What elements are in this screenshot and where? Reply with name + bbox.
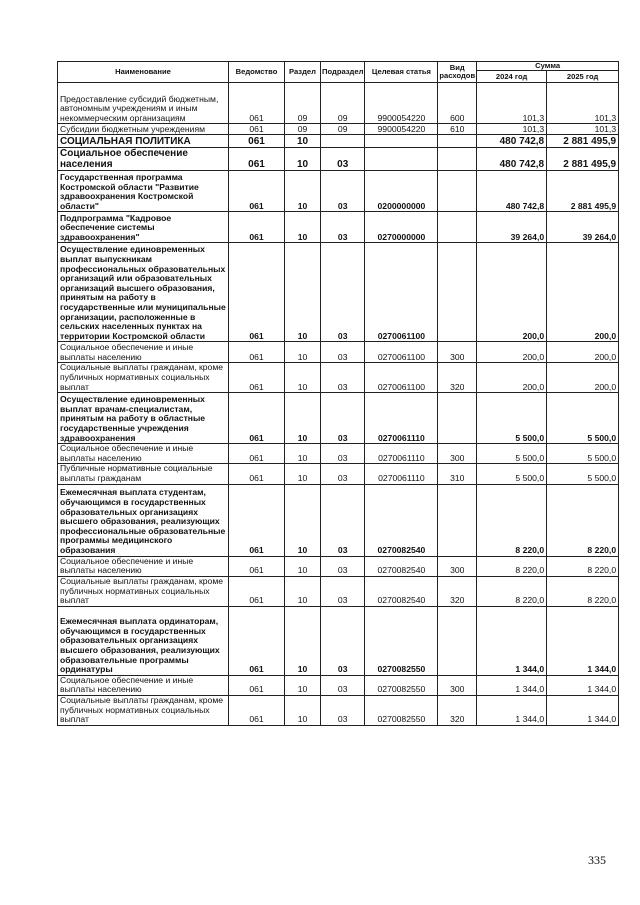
header-name: Наименование [58,62,229,83]
cell-type: 300 [438,342,477,363]
cell-sub: 03 [321,171,365,212]
cell-dept: 061 [229,83,285,124]
header-dept: Ведомство [229,62,285,83]
header-sum: Сумма [477,62,619,71]
cell-type: 310 [438,464,477,484]
cell-sec: 10 [285,171,321,212]
cell-type: 300 [438,444,477,464]
cell-sub: 03 [321,576,365,606]
cell-type [438,148,477,171]
cell-v2024: 8 220,0 [477,484,547,556]
cell-sec: 09 [285,124,321,135]
cell-name: Публичные нормативные социальные выплаты гражданам [58,464,229,484]
cell-v2025: 200,0 [547,363,619,393]
cell-name: Социальные выплаты гражданам, кроме публичных нормативных социальных выплат [58,576,229,606]
cell-v2024: 480 742,8 [477,148,547,171]
cell-v2025: 5 500,0 [547,464,619,484]
cell-v2025: 200,0 [547,342,619,363]
cell-name: Осуществление единовременных выплат врачам-специалистам, принятым на работу в областные государственные учреждения здравоохранения [58,393,229,444]
cell-sec: 10 [285,464,321,484]
table-row [58,393,619,444]
cell-v2024: 1 344,0 [477,695,547,725]
cell-type: 320 [438,576,477,606]
table-row [58,606,619,675]
cell-v2025: 1 344,0 [547,675,619,695]
cell-target: 0270082550 [365,675,438,695]
cell-sub: 03 [321,444,365,464]
cell-sub: 03 [321,675,365,695]
cell-type [438,484,477,556]
cell-v2024: 1 344,0 [477,675,547,695]
table-row [58,695,619,725]
cell-dept: 061 [229,212,285,243]
cell-sec: 10 [285,675,321,695]
cell-sub: 03 [321,484,365,556]
cell-dept: 061 [229,135,285,148]
cell-v2024: 8 220,0 [477,556,547,576]
cell-v2025: 2 881 495,9 [547,135,619,148]
cell-target: 0270082550 [365,606,438,675]
table-row [58,342,619,363]
cell-sub: 03 [321,695,365,725]
cell-type: 600 [438,83,477,124]
cell-target [365,148,438,171]
page-number: 335 [588,853,606,867]
cell-name: Социальные выплаты гражданам, кроме публичных нормативных социальных выплат [58,695,229,725]
cell-sec: 10 [285,556,321,576]
table-row [58,484,619,556]
cell-sec: 10 [285,695,321,725]
cell-type [438,606,477,675]
cell-sub: 03 [321,243,365,342]
cell-type: 300 [438,556,477,576]
budget-table [57,61,619,726]
cell-v2025: 8 220,0 [547,484,619,556]
cell-dept: 061 [229,675,285,695]
cell-sec: 10 [285,606,321,675]
cell-dept: 061 [229,444,285,464]
cell-sec: 10 [285,444,321,464]
cell-target: 0270082550 [365,695,438,725]
table-row [58,556,619,576]
cell-sub: 03 [321,342,365,363]
table-row [58,135,619,148]
cell-target: 0270061100 [365,243,438,342]
cell-target: 0270000000 [365,212,438,243]
table-row [58,243,619,342]
cell-name: Осуществление единовременных выплат выпускникам профессиональных образовательных организаций или образовательных организаций высшего образования, принятым на работу в государственные или муниципальные организации, расположенные в сельских населенных пунктах на территории Костромской области [58,243,229,342]
cell-v2025: 2 881 495,9 [547,171,619,212]
cell-v2024: 200,0 [477,363,547,393]
cell-name: СОЦИАЛЬНАЯ ПОЛИТИКА [58,135,229,148]
cell-target: 0200000000 [365,171,438,212]
cell-type [438,171,477,212]
cell-v2025: 101,3 [547,124,619,135]
cell-sub: 03 [321,556,365,576]
cell-type: 320 [438,695,477,725]
table-row [58,576,619,606]
cell-dept: 061 [229,342,285,363]
cell-v2024: 1 344,0 [477,606,547,675]
table-row [58,148,619,171]
cell-sub: 03 [321,363,365,393]
cell-name: Социальное обеспечение и иные выплаты населению [58,556,229,576]
header-subsection: Подраздел [321,62,365,83]
table-body [58,83,619,726]
cell-name: Ежемесячная выплата студентам, обучающимся в государственных образовательных организациях высшего образования, реализующих профессиональные образовательные программы медицинского образования [58,484,229,556]
cell-target: 0270061110 [365,393,438,444]
cell-v2024: 5 500,0 [477,444,547,464]
cell-type [438,135,477,148]
cell-name: Подпрограмма "Кадровое обеспечение системы здравоохранения" [58,212,229,243]
cell-type: 300 [438,675,477,695]
table-row [58,444,619,464]
cell-sub: 03 [321,464,365,484]
cell-sec: 10 [285,148,321,171]
header-section: Раздел [285,62,321,83]
table-row [58,212,619,243]
cell-v2025: 2 881 495,9 [547,148,619,171]
cell-v2025: 1 344,0 [547,606,619,675]
cell-sec: 10 [285,363,321,393]
cell-v2024: 480 742,8 [477,135,547,148]
cell-name: Государственная программа Костромской области "Развитие здравоохранения Костромской области" [58,171,229,212]
cell-sub: 03 [321,606,365,675]
cell-v2025: 5 500,0 [547,444,619,464]
cell-name: Социальное обеспечение и иные выплаты населению [58,342,229,363]
cell-dept: 061 [229,393,285,444]
cell-v2025: 8 220,0 [547,556,619,576]
cell-target: 0270082540 [365,556,438,576]
cell-type [438,393,477,444]
cell-name: Социальное обеспечение и иные выплаты населению [58,444,229,464]
cell-v2025: 5 500,0 [547,393,619,444]
cell-sub: 03 [321,212,365,243]
cell-dept: 061 [229,695,285,725]
cell-sub: 09 [321,124,365,135]
cell-target: 0270061110 [365,464,438,484]
cell-dept: 061 [229,484,285,556]
header-2025: 2025 год [547,71,619,83]
cell-dept: 061 [229,171,285,212]
cell-v2025: 39 264,0 [547,212,619,243]
cell-name: Предоставление субсидий бюджетным, автономным учреждениям и иным некоммерческим организациям [58,83,229,124]
cell-target: 9900054220 [365,124,438,135]
cell-v2024: 5 500,0 [477,464,547,484]
cell-target: 0270061110 [365,444,438,464]
cell-type [438,212,477,243]
cell-target: 0270082540 [365,576,438,606]
cell-name: Социальное обеспечение и иные выплаты населению [58,675,229,695]
cell-name: Субсидии бюджетным учреждениям [58,124,229,135]
cell-sub: 03 [321,148,365,171]
cell-v2025: 101,3 [547,83,619,124]
cell-type: 610 [438,124,477,135]
table-row [58,83,619,124]
header-2024: 2024 год [477,71,547,83]
table-row [58,124,619,135]
cell-type: 320 [438,363,477,393]
cell-v2024: 200,0 [477,342,547,363]
cell-target: 0270061100 [365,363,438,393]
cell-sec: 10 [285,212,321,243]
cell-dept: 061 [229,124,285,135]
cell-target: 9900054220 [365,83,438,124]
cell-name: Ежемесячная выплата ординаторам, обучающимся в государственных образовательных организациях высшего образования, реализующих образовательные программы ординатуры [58,606,229,675]
cell-dept: 061 [229,556,285,576]
cell-sec: 09 [285,83,321,124]
table-row [58,171,619,212]
cell-dept: 061 [229,464,285,484]
cell-sec: 10 [285,484,321,556]
cell-v2025: 200,0 [547,243,619,342]
cell-v2024: 8 220,0 [477,576,547,606]
cell-dept: 061 [229,148,285,171]
cell-sec: 10 [285,243,321,342]
cell-target [365,135,438,148]
cell-name: Социальные выплаты гражданам, кроме публичных нормативных социальных выплат [58,363,229,393]
cell-dept: 061 [229,243,285,342]
cell-v2024: 101,3 [477,124,547,135]
cell-v2024: 5 500,0 [477,393,547,444]
cell-sec: 10 [285,576,321,606]
cell-name: Социальное обеспечение населения [58,148,229,171]
cell-dept: 061 [229,606,285,675]
header-target: Целевая статья [365,62,438,83]
cell-sec: 10 [285,393,321,444]
cell-v2024: 480 742,8 [477,171,547,212]
cell-dept: 061 [229,363,285,393]
cell-v2025: 8 220,0 [547,576,619,606]
cell-sub: 09 [321,83,365,124]
cell-v2025: 1 344,0 [547,695,619,725]
cell-v2024: 39 264,0 [477,212,547,243]
table-row [58,363,619,393]
table-row [58,464,619,484]
cell-v2024: 101,3 [477,83,547,124]
cell-target: 0270061100 [365,342,438,363]
cell-v2024: 200,0 [477,243,547,342]
cell-sec: 10 [285,135,321,148]
cell-sec: 10 [285,342,321,363]
cell-target: 0270082540 [365,484,438,556]
cell-type [438,243,477,342]
cell-sub [321,135,365,148]
header-exp-type: Вид расходов [438,62,477,83]
cell-sub: 03 [321,393,365,444]
cell-dept: 061 [229,576,285,606]
table-row [58,675,619,695]
